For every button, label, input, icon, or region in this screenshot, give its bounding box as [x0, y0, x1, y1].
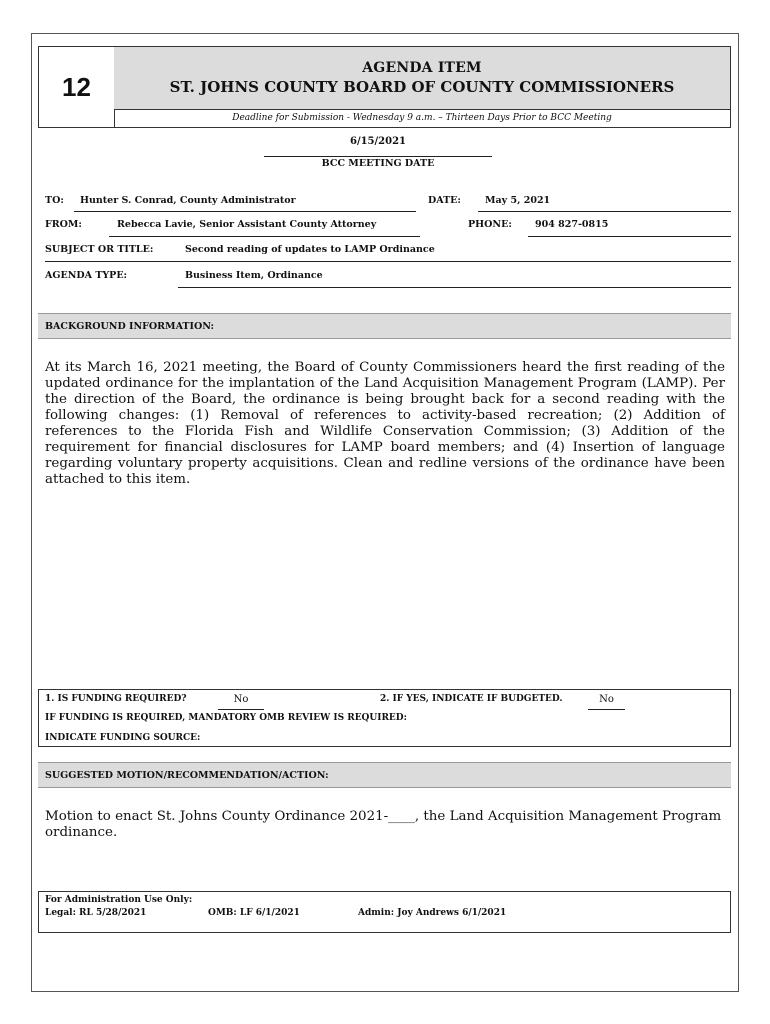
- to-label: TO:: [45, 195, 64, 206]
- phone-label: PHONE:: [468, 219, 512, 230]
- submission-deadline: Deadline for Submission - Wednesday 9 a.m. – Thirteen Days Prior to BCC Meeting: [232, 113, 612, 123]
- omb-approval: OMB: LF 6/1/2021: [208, 908, 300, 918]
- funding-required-label: 1. IS FUNDING REQUIRED?: [45, 694, 187, 704]
- budgeted-value: No: [588, 694, 625, 710]
- date-underline: [478, 211, 731, 212]
- from-label: FROM:: [45, 219, 82, 230]
- page-frame: [31, 33, 739, 992]
- phone-underline: [528, 236, 731, 237]
- bcc-meeting-date-label: BCC MEETING DATE: [321, 158, 435, 169]
- date-value: May 5, 2021: [485, 195, 551, 206]
- motion-text: Motion to enact St. Johns County Ordinance 2021-____, the Land Acquisition Management Program ordinance.: [45, 809, 722, 840]
- to-underline: [74, 211, 416, 212]
- budgeted-label: 2. IF YES, INDICATE IF BUDGETED.: [380, 694, 563, 704]
- background-heading: BACKGROUND INFORMATION:: [38, 313, 731, 339]
- to-value: Hunter S. Conrad, County Administrator: [80, 195, 296, 206]
- date-label: DATE:: [428, 195, 461, 206]
- from-underline: [109, 236, 420, 237]
- agenda-item-number: 12: [39, 47, 115, 127]
- subject-label: SUBJECT OR TITLE:: [45, 244, 154, 255]
- bcc-meeting-date-value: 6/15/2021: [349, 136, 406, 147]
- agenda-title: AGENDA ITEM: [362, 60, 482, 76]
- admin-approval: Admin: Joy Andrews 6/1/2021: [358, 908, 507, 918]
- board-title: ST. JOHNS COUNTY BOARD OF COUNTY COMMISSIONERS: [169, 78, 675, 96]
- motion-heading: SUGGESTED MOTION/RECOMMENDATION/ACTION:: [38, 762, 731, 788]
- agenda-title-block: [114, 47, 730, 110]
- agenda-header: [38, 46, 731, 128]
- legal-approval: Legal: RL 5/28/2021: [45, 908, 147, 918]
- admin-use-heading: For Administration Use Only:: [45, 895, 193, 905]
- omb-review-note: IF FUNDING IS REQUIRED, MANDATORY OMB REVIEW IS REQUIRED:: [45, 713, 407, 723]
- agenda-type-label: AGENDA TYPE:: [45, 270, 128, 281]
- phone-value: 904 827-0815: [535, 219, 609, 230]
- subject-value: Second reading of updates to LAMP Ordinance: [185, 244, 435, 255]
- funding-source-label: INDICATE FUNDING SOURCE:: [45, 733, 201, 743]
- background-text: At its March 16, 2021 meeting, the Board of County Commissioners heard the first reading of the updated ordinance for the implantation of the Land Acquisition Management Program (LAMP). Per the direction of the Board, the ordinance is being brought back for a second reading with the following changes: (1) Removal of references to activity-based recreation; (2) Addition of references to the Florida Fish and Wildlife Conservation Commission; (3) Addition of the requirement for financial disclosures for LAMP board members; and (4) Insertion of language regarding voluntary property acquisitions. Clean and redline versions of the ordinance have been attached to this item.: [45, 360, 725, 487]
- bcc-date-underline: [264, 156, 492, 157]
- from-value: Rebecca Lavie, Senior Assistant County Attorney: [117, 219, 377, 230]
- subject-underline: [45, 261, 731, 262]
- agenda-type-value: Business Item, Ordinance: [185, 270, 323, 281]
- funding-required-value: No: [218, 694, 264, 710]
- agenda-type-underline: [178, 287, 731, 288]
